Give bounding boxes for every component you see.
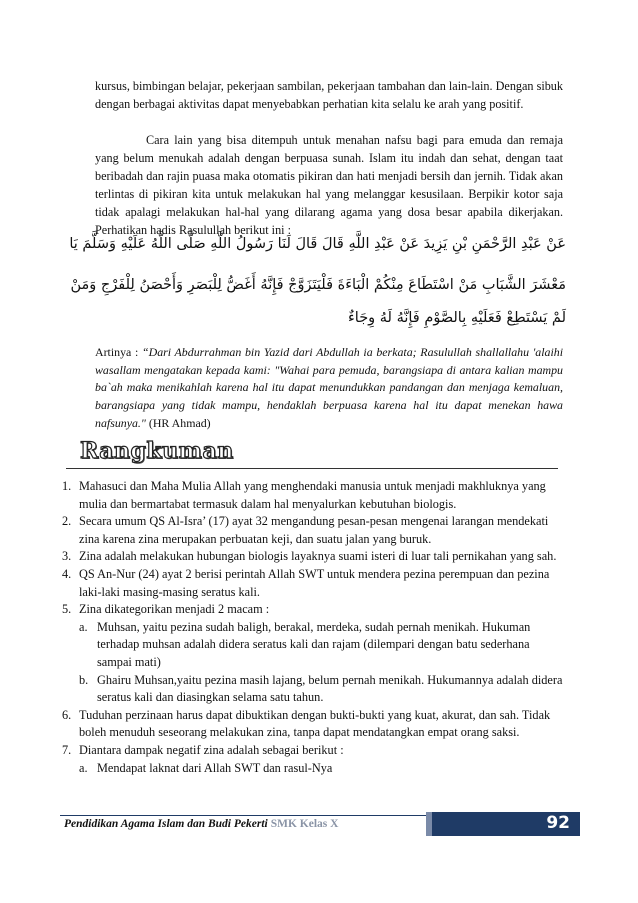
summary-item-number: 4. xyxy=(62,566,72,581)
summary-item xyxy=(62,742,567,777)
summary-subitem-letter: a. xyxy=(79,619,88,634)
translation-label: Artinya : xyxy=(95,345,142,359)
summary-item-number: 2. xyxy=(62,514,72,529)
summary-subitem-text: Ghairu Muhsan,yaitu pezina masih lajang, belum pernah menikah. Hukumannya adalah didera seratus kali dan diasingkan selama satu tahun. xyxy=(97,672,563,705)
summary-sublist xyxy=(79,760,567,778)
page-number-box xyxy=(426,812,580,836)
paragraph-activities: kursus, bimbingan belajar, pekerjaan sambilan, pekerjaan tambahan dan lain-lain. Dengan sibuk dengan berbagai aktivitas dapat menyebabkan perhatian kita selalu ke arah yang positif. xyxy=(95,79,563,111)
summary-item-number: 1. xyxy=(62,479,72,493)
summary-subitem-letter: a. xyxy=(79,760,88,775)
summary-item xyxy=(62,548,567,566)
translation-source: (HR Ahmad) xyxy=(145,415,211,430)
summary-item-text: Zina adalah melakukan hubungan biologis layaknya suami isteri di luar tali pernikahan yang sah. xyxy=(79,549,557,564)
summary-sublist xyxy=(79,619,567,707)
book-title: Pendidikan Agama Islam dan Budi Pekerti xyxy=(64,818,268,830)
summary-subitem xyxy=(79,672,567,707)
summary-item-number: 3. xyxy=(62,549,72,564)
summary-item-text: Diantara dampak negatif zina adalah sebagai berikut : xyxy=(79,742,344,757)
summary-item-text: Mahasuci dan Maha Mulia Allah yang menghendaki manusia untuk menjadi makhluknya yang mulia dan bermartabat termasuk dalam hal menyalurkan kebutuhan biologis. xyxy=(79,479,546,511)
hadith-arabic-line-3: لَمْ يَسْتَطِعْ فَعَلَيْهِ بِالصَّوْمِ فَإِنَّهُ لَهُ وِجَاءٌ xyxy=(347,310,566,326)
paragraph-fasting xyxy=(95,132,563,239)
summary-subitem-letter: b. xyxy=(79,672,89,687)
hadith-arabic-line-2: مَعْشَرَ الشَّبَابِ مَنْ اسْتَطَاعَ مِنْكُمْ الْبَاءَةَ فَلْيَتَزَوَّجْ فَإِنَّهُ أَغَضُّ لِلْبَصَرِ وَأَحْصَنُ لِلْفَرْجِ وَمَنْ xyxy=(70,277,566,293)
summary-divider xyxy=(66,468,558,469)
summary-item-number: 7. xyxy=(62,742,72,757)
translation-text: “Dari Abdurrahman bin Yazid dari Abdullah ia berkata; Rasulullah shallallahu 'alaihi wasallam mengatakan kepada kami: "Wahai para pemuda, barangsiapa di antara kalian mampu ba`ah maka menikahlah karena hal itu dapat menundukkan pandangan dan menjaga kemaluan, barangsiapa yang tidak mampu, hendaklah berpuasa karena hal itu dapat menekan hawa nafsunya." xyxy=(95,345,563,430)
class-label: SMK Kelas X xyxy=(270,818,339,830)
summary-subitem xyxy=(79,619,567,672)
hadith-translation xyxy=(95,344,563,433)
summary-item xyxy=(62,513,567,548)
summary-subitem-text: Mendapat laknat dari Allah SWT dan rasul-Nya xyxy=(97,760,333,775)
summary-item xyxy=(62,707,567,742)
summary-item xyxy=(62,601,567,707)
summary-item-text: Tuduhan perzinaan harus dapat dibuktikan dengan bukti-bukti yang kuat, akurat, dan sah. Tidak boleh menuduh seseorang melakukan zina, tanpa dapat mendatangkan empat orang saksi. xyxy=(79,707,551,740)
summary-item xyxy=(62,478,567,513)
summary-item xyxy=(62,566,567,601)
page-number: 92 xyxy=(546,813,570,833)
paragraph-fasting-text: Cara lain yang bisa ditempuh untuk menahan nafsu bagi para emuda dan remaja yang belum menukah adalah dengan berpuasa sunah. Islam itu indah dan sehat, dengan taat beribadah dan rajin puasa maka otomatis pikiran dan hati menjadi bersih dan jernih. Tidak akan terlintas di pikiran kita untuk melakukan hal yang melanggar kesusilaan. Berpikir kotor saja tidak apalagi melakukan hal-hal yang dilarang agama yang dosa besar apabila dikerjakan. Perhatikan hadis Rasulullah berikut ini : xyxy=(95,133,563,237)
summary-list xyxy=(62,478,567,777)
hadith-arabic-line-1: عَنْ عَبْدِ الرَّحْمَنِ بْنِ يَزِيدَ عَنْ عَبْدِ اللَّهِ قَالَ قَالَ لَنَا رَسُولُ اللَّهِ صَلَّى اللَّهُ عَلَيْهِ وَسَلَّمَ يَا xyxy=(69,236,566,252)
summary-item-text: Zina dikategorikan menjadi 2 macam : xyxy=(79,602,270,617)
summary-item-text: Secara umum QS Al-Isra’ (17) ayat 32 mengandung pesan-pesan mengenai larangan mendekati zina karena zina merupakan perbuatan keji, dan suatu jalan yang buruk. xyxy=(79,514,549,546)
summary-heading: Rangkuman xyxy=(80,438,234,464)
summary-subitem xyxy=(79,760,567,778)
footer-book-title xyxy=(64,818,338,830)
summary-subitem-text: Muhsan, yaitu pezina sudah baligh, berakal, merdeka, sudah pernah menikah. Hukuman terhadap muhsan adalah didera seratus kali dan rajam (dilempari dengan batu sederhana sampai mati) xyxy=(97,619,531,669)
summary-item-number: 6. xyxy=(62,707,72,722)
summary-item-number: 5. xyxy=(62,602,72,617)
summary-item-text: QS An-Nur (24) ayat 2 berisi perintah Allah SWT untuk mendera pezina perempuan dan pezina laki-laki masing-masing seratus kali. xyxy=(79,566,550,599)
